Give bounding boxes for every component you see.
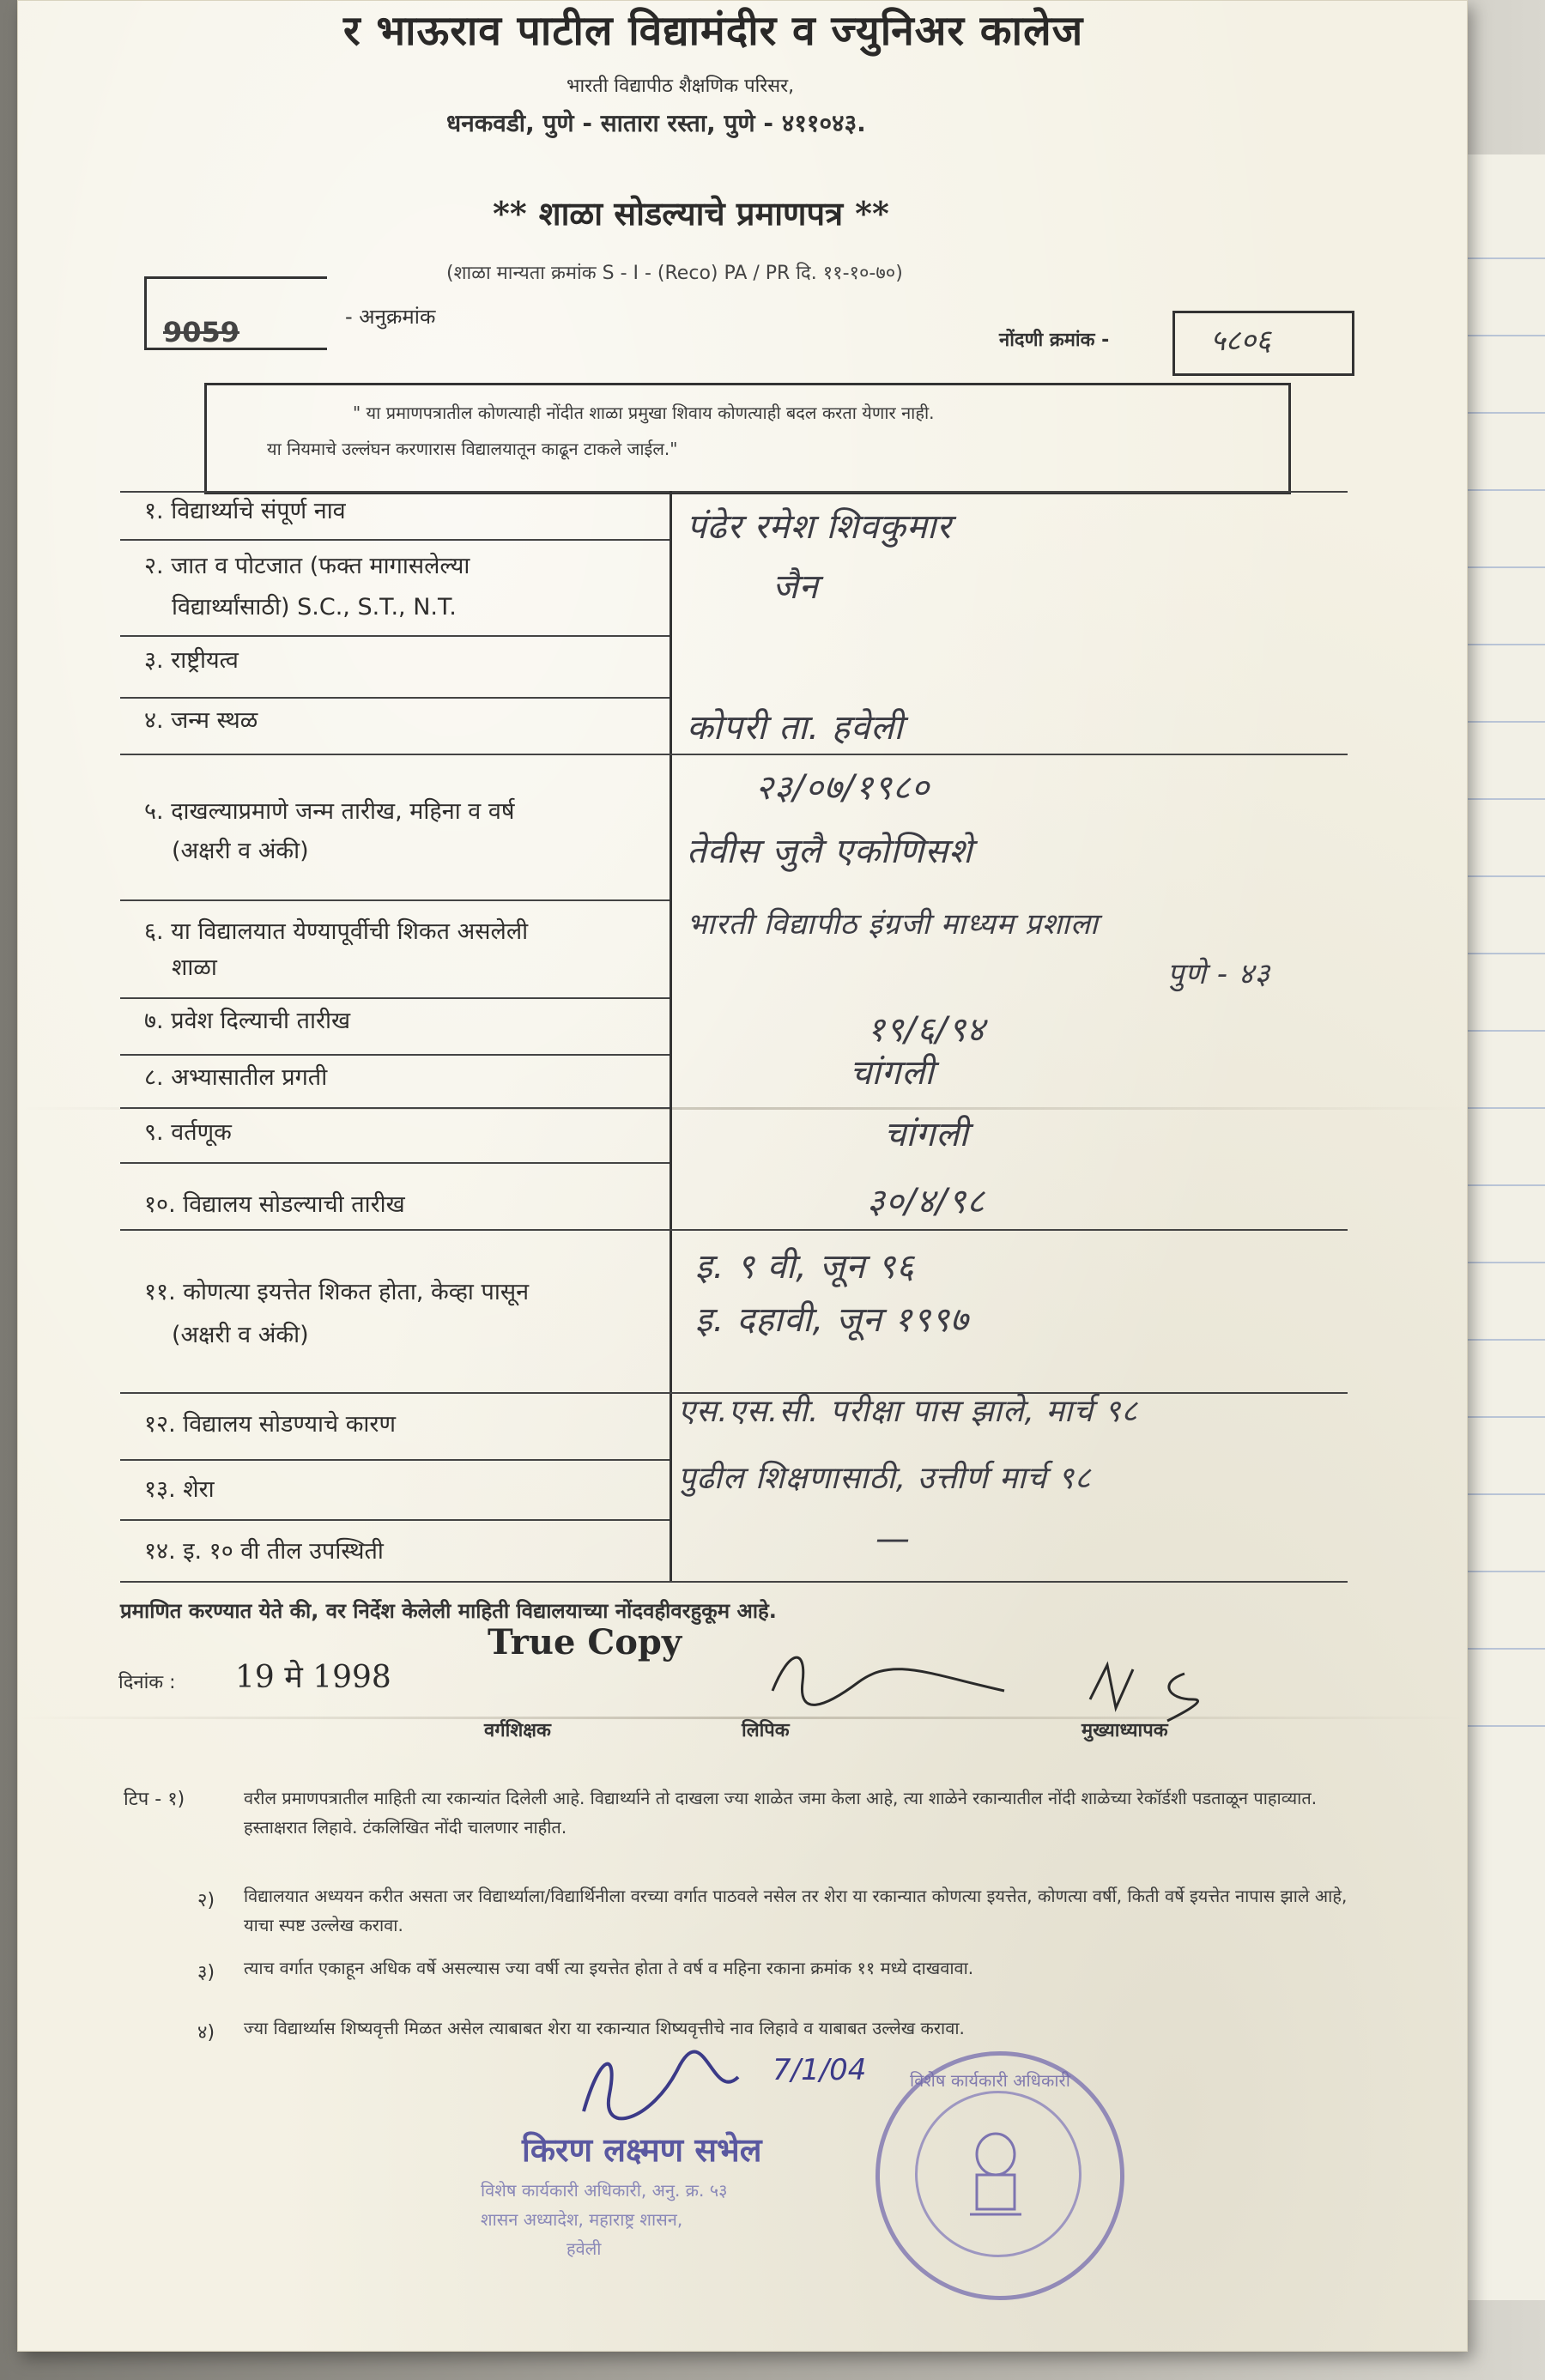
field-value-previous-school-2: पुणे - ४३	[1167, 957, 1271, 991]
note-4: ज्या विद्यार्थ्यास शिष्यवृत्ती मिळत असेल त्याबाबत शेरा या रकान्यात शिष्यवृत्तीचे नाव लिहावे व याबाबत उल्लेख करावा.	[244, 2018, 965, 2038]
registration-label: नोंदणी क्रमांक -	[999, 330, 1110, 351]
clerk-signature	[755, 1631, 1030, 1725]
field-label-dob: ५. दाखल्याप्रमाणे जन्म तारीख, महिना व वर्ष	[144, 798, 515, 825]
field-label-reason: १२. विद्यालय सोडण्याचे कारण	[144, 1411, 396, 1438]
row-rule	[120, 1107, 670, 1109]
field-value-caste: जैन	[772, 567, 819, 607]
field-label-dob-2: (अक्षरी व अंकी)	[172, 838, 309, 864]
field-value-birthplace: कोपरी ता. हवेली	[687, 708, 904, 748]
field-value-name: पंढेर रमेश शिवकुमार	[687, 507, 952, 547]
field-label-caste: २. जात व पोटजात (फक्त मागासलेल्या	[144, 553, 470, 579]
field-value-dob-words: तेवीस जुलै एकोणिसशे	[687, 832, 973, 871]
true-copy-stamp: True Copy	[488, 1622, 682, 1662]
row-rule	[120, 635, 670, 637]
row-rule	[120, 1519, 670, 1521]
signature-label-principal: मुख्याध्यापक	[1082, 1720, 1168, 1741]
attestation-date: 7/1/04	[772, 2053, 867, 2087]
field-value-previous-school: भारती विद्यापीठ इंग्रजी माध्यम प्रशाला	[687, 907, 1099, 942]
field-label-previous-school: ६. या विद्यालयात येण्यापूर्वीची शिकत असलेली	[144, 918, 529, 945]
field-label-standard: ११. कोणत्या इयत्तेत शिकत होता, केव्हा पासून	[144, 1279, 530, 1305]
field-label-caste-2: विद्यार्थ्यांसाठी) S.C., S.T., N.T.	[172, 594, 457, 621]
attesting-officer-name: किरण लक्ष्मण सभेल	[522, 2131, 762, 2169]
attesting-officer-office: शासन अध्यादेश, महाराष्ट्र शासन,	[481, 2209, 683, 2230]
row-rule	[120, 997, 670, 999]
signature-label-clerk: लिपिक	[742, 1720, 790, 1741]
school-name: र भाऊराव पाटील विद्यामंदीर व ज्युनिअर कालेज	[343, 7, 1084, 55]
note-number-3: ३)	[197, 1962, 215, 1983]
note-1: वरील प्रमाणपत्रातील माहिती त्या रकान्यांत दिलेली आहे. विद्यार्थ्याने तो दाखला ज्या शाळेत जमा केला आहे, त्या शाळेने रकान्यातील नोंदी शाळेच्या रेकॉर्डशी पडताळून पाहाव्यात. हस्ताक्षरात लिहावे. टंकलिखित नोंदी चालणार नाहीत.	[244, 1788, 1318, 1838]
warning-box	[204, 383, 1291, 494]
row-rule	[120, 899, 670, 901]
field-value-standard: इ. ९ वी, जून ९६	[695, 1247, 915, 1287]
field-label-name: १. विद्यार्थ्याचे संपूर्ण नाव	[144, 498, 346, 524]
field-label-standard-2: (अक्षरी व अंकी)	[172, 1322, 309, 1348]
row-rule	[120, 1054, 670, 1056]
title-mark-right: **	[855, 194, 889, 233]
field-label-leaving-date: १०. विद्यालय सोडल्याची तारीख	[144, 1191, 405, 1218]
field-label-previous-school-2: शाळा	[172, 954, 217, 981]
emblem-icon	[961, 2129, 1030, 2223]
registration-number: ५८०६	[1210, 324, 1271, 358]
serial-label: - अनुक्रमांक	[345, 305, 436, 329]
warning-line-1: " या प्रमाणपत्रातील कोणत्याही नोंदीत शाळा प्रमुखा शिवाय कोणत्याही बदल करता येणार नाही.	[353, 403, 935, 423]
field-value-remarks: पुढील शिक्षणासाठी, उत्तीर्ण मार्च ९८	[678, 1461, 1092, 1496]
row-rule	[120, 1459, 670, 1461]
seal-text: विशेष कार्यकारी अधिकारी	[910, 2070, 1070, 2091]
field-label-attendance: १४. इ. १० वी तील उपस्थिती	[144, 1538, 384, 1565]
field-label-birthplace: ४. जन्म स्थळ	[144, 707, 258, 734]
field-value-dob: २३/०७/१९८०	[755, 768, 930, 808]
leaving-certificate	[17, 0, 1468, 2352]
note-2: विद्यालयात अध्ययन करीत असता जर विद्यार्थ्याला/विद्यार्थिनीला वरच्या वर्गात पाठवले नसेल तर शेरा या रकान्यात कोणत्या इयत्तेत, कोणत्या वर्षी, किती वर्षे इयत्तेत नापास झाले आहे, याचा स्पष्ट उल्लेख करावा.	[244, 1886, 1348, 1935]
note-number-2: २)	[197, 1890, 215, 1911]
note-number-4: ४)	[197, 2022, 215, 2044]
field-label-nationality: ३. राष्ट्रीयत्व	[144, 647, 239, 674]
title-text: शाळा सोडल्याचे प्रमाणपत्र	[538, 194, 844, 233]
field-value-attendance: —	[876, 1519, 911, 1559]
recognition-reference: (शाळा मान्यता क्रमांक S - I - (Reco) PA / PR दि. ११-१०-७०)	[446, 263, 903, 284]
school-address: धनकवडी, पुणे - सातारा रस्ता, पुणे - ४११०४३.	[446, 109, 866, 137]
row-rule	[120, 1229, 1348, 1231]
field-value-admission-date: १९/६/९४	[867, 1010, 985, 1050]
field-label-conduct: ९. वर्तणूक	[144, 1119, 232, 1146]
field-label-progress: ८. अभ्यासातील प्रगती	[144, 1064, 328, 1091]
title-mark-left: **	[493, 194, 527, 233]
attesting-officer-title: विशेष कार्यकारी अधिकारी, अनु. क्र. ५३	[481, 2180, 728, 2201]
row-rule	[120, 754, 1348, 755]
table-top-rule	[120, 491, 1348, 493]
attesting-officer-place: हवेली	[566, 2238, 602, 2259]
row-rule	[120, 1162, 670, 1164]
field-value-progress: चांगली	[850, 1053, 935, 1093]
note-3: त्याच वर्गात एकाहून अधिक वर्षे असल्यास ज्या वर्षी त्या इयत्तेत होता ते वर्ष व महिना रकाना क्रमांक ११ मध्ये दाखवावा.	[244, 1958, 974, 1978]
warning-line-2: या नियमाचे उल्लंघन करणारास विद्यालयातून काढून टाकले जाईल."	[267, 439, 678, 459]
field-label-admission-date: ७. प्रवेश दिल्याची तारीख	[144, 1008, 351, 1034]
table-divider	[670, 491, 672, 1581]
certificate-title	[481, 191, 901, 235]
field-value-conduct: चांगली	[884, 1115, 969, 1154]
certification-statement: प्रमाणित करण्यात येते की, वर निर्देश केलेली माहिती विद्यालयाच्या नोंदवहीवरहुकूम आहे.	[120, 1599, 777, 1623]
society-name: भारती विद्यापीठ शैक्षणिक परिसर,	[566, 76, 795, 97]
field-label-remarks: १३. शेरा	[144, 1476, 215, 1503]
row-rule	[120, 697, 670, 699]
date-value: 19 मे 1998	[235, 1660, 391, 1695]
signature-label-class-teacher: वर्गशिक्षक	[484, 1720, 551, 1741]
serial-number: 9059	[163, 316, 240, 348]
field-value-reason: एस.एस.सी. परीक्षा पास झाले, मार्च ९८	[678, 1394, 1138, 1429]
date-label: दिनांक :	[118, 1672, 176, 1693]
row-rule	[120, 539, 670, 541]
field-value-standard-2: इ. दहावी, जून १९९७	[695, 1300, 969, 1340]
table-bottom-rule	[120, 1581, 1348, 1583]
principal-signature	[1082, 1648, 1253, 1725]
notes-key: टिप - १)	[124, 1789, 185, 1810]
attestation-signature	[566, 2043, 790, 2129]
field-value-leaving-date: ३०/४/९८	[867, 1182, 985, 1221]
